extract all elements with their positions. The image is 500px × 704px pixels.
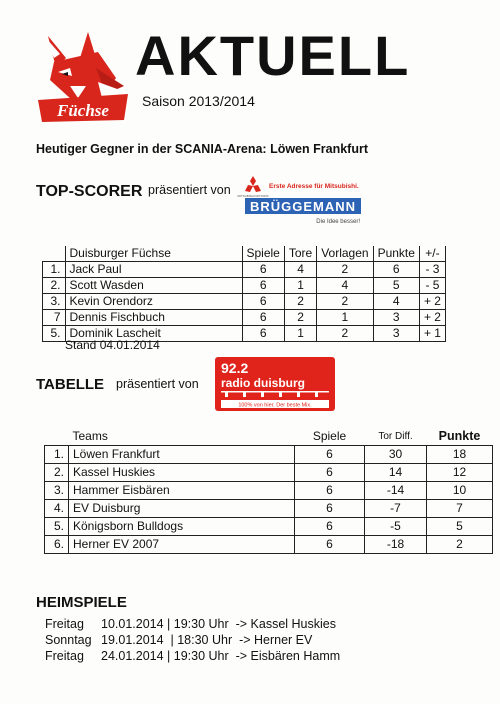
player-name: Scott Wasden (65, 278, 242, 294)
mitsubishi-brand-text: MITSUBISHI MOTORS (237, 194, 269, 198)
player-name: Jack Paul (65, 262, 242, 278)
tore: 1 (284, 278, 316, 294)
league-table (44, 428, 493, 554)
mitsubishi-diamonds-icon (245, 176, 261, 192)
punkte: 5 (427, 518, 493, 536)
table-row (45, 446, 493, 464)
topscorer-presented-by: präsentiert von (148, 183, 231, 197)
punkte: 10 (427, 482, 493, 500)
logo-text: Füchse (57, 101, 109, 120)
col-punkte: Punkte (427, 428, 493, 446)
tore: 2 (284, 294, 316, 310)
spiele: 6 (295, 500, 365, 518)
spiele: 6 (295, 482, 365, 500)
page-title: AKTUELL (135, 24, 411, 87)
table-header-row (45, 428, 493, 446)
rank: 5. (43, 326, 66, 342)
col-teams: Teams (69, 428, 295, 446)
rank: 6. (45, 536, 69, 554)
stand-date: Stand 04.01.2014 (65, 338, 160, 352)
vorlagen: 1 (317, 310, 373, 326)
tabelle-presented-by: präsentiert von (116, 377, 199, 391)
rank: 5. (45, 518, 69, 536)
spiele: 6 (295, 464, 365, 482)
rank: 2. (43, 278, 66, 294)
spiele: 6 (242, 294, 284, 310)
tore: 1 (284, 326, 316, 342)
col-punkte: Punkte (373, 246, 419, 262)
tore: 4 (284, 262, 316, 278)
punkte: 3 (373, 310, 419, 326)
col-tordiff: Tor Diff. (365, 428, 427, 446)
fuechse-logo (36, 28, 132, 124)
vorlagen: 4 (317, 278, 373, 294)
spiele: 6 (242, 310, 284, 326)
col-tore: Tore (284, 246, 316, 262)
punkte: 6 (373, 262, 419, 278)
heimspiele-title: HEIMSPIELE (36, 594, 127, 611)
table-row (43, 278, 446, 294)
game-day: Freitag (45, 649, 84, 663)
table-row (45, 518, 493, 536)
table-row (43, 262, 446, 278)
sponsor-tagline-top: Erste Adresse für Mitsubishi. (269, 183, 359, 190)
player-name: Kevin Orendorz (65, 294, 242, 310)
list-item (45, 632, 340, 648)
rank: 4. (45, 500, 69, 518)
table-row (45, 482, 493, 500)
table-row (45, 536, 493, 554)
radio-duisburg-sponsor-logo (215, 357, 335, 411)
tordiff: -14 (365, 482, 427, 500)
rank-header (45, 428, 69, 446)
game-details: 24.01.2014 | 19:30 Uhr -> Eisbären Hamm (101, 649, 341, 663)
tore: 2 (284, 310, 316, 326)
player-name: Dominik Lascheit (65, 326, 242, 342)
punkte: 18 (427, 446, 493, 464)
table-row (43, 294, 446, 310)
table-row (45, 464, 493, 482)
col-spiele: Spiele (242, 246, 284, 262)
spiele: 6 (242, 262, 284, 278)
game-details: 19.01.2014 | 18:30 Uhr -> Herner EV (101, 633, 313, 647)
rank: 1. (45, 446, 69, 464)
punkte: 5 (373, 278, 419, 294)
brueggemann-sponsor-logo (237, 174, 363, 226)
season-label: Saison 2013/2014 (142, 93, 255, 109)
punkte: 12 (427, 464, 493, 482)
opponent-line: Heutiger Gegner in der SCANIA-Arena: Löwen Frankfurt (36, 142, 368, 156)
rank: 3. (43, 294, 66, 310)
plusminus: + 1 (419, 326, 445, 342)
vorlagen: 2 (317, 326, 373, 342)
player-name: Dennis Fischbuch (65, 310, 242, 326)
rank-header (43, 246, 66, 262)
topscorer-table (42, 246, 446, 342)
radio-name: radio duisburg (221, 376, 305, 390)
list-item (45, 648, 340, 664)
spiele: 6 (295, 518, 365, 536)
spiele: 6 (242, 326, 284, 342)
spiele: 6 (295, 446, 365, 464)
table-row (45, 500, 493, 518)
home-games-list (45, 616, 340, 664)
sponsor-tagline-bottom: Die Idee besser! (316, 219, 360, 225)
punkte: 7 (427, 500, 493, 518)
list-item (45, 616, 340, 632)
tordiff: 30 (365, 446, 427, 464)
col-vorlagen: Vorlagen (317, 246, 373, 262)
tordiff: -18 (365, 536, 427, 554)
punkte: 4 (373, 294, 419, 310)
sponsor-name: BRÜGGEMANN (249, 199, 357, 214)
tordiff: -7 (365, 500, 427, 518)
team-header: Duisburger Füchse (65, 246, 242, 262)
radio-tagline: 100% von hier. Der beste Mix. (238, 402, 312, 409)
team-name: Löwen Frankfurt (69, 446, 295, 464)
game-day: Freitag (45, 617, 84, 631)
table-header-row (43, 246, 446, 262)
team-name: Königsborn Bulldogs (69, 518, 295, 536)
spiele: 6 (242, 278, 284, 294)
col-plusminus: +/- (419, 246, 445, 262)
team-name: Hammer Eisbären (69, 482, 295, 500)
game-day: Sonntag (45, 633, 92, 647)
rank: 3. (45, 482, 69, 500)
punkte: 3 (373, 326, 419, 342)
tordiff: 14 (365, 464, 427, 482)
vorlagen: 2 (317, 294, 373, 310)
rank: 1. (43, 262, 66, 278)
punkte: 2 (427, 536, 493, 554)
spiele: 6 (295, 536, 365, 554)
rank: 7 (43, 310, 66, 326)
topscorer-title: TOP-SCORER (36, 183, 143, 200)
col-spiele: Spiele (295, 428, 365, 446)
vorlagen: 2 (317, 262, 373, 278)
plusminus: + 2 (419, 294, 445, 310)
game-details: 10.01.2014 | 19:30 Uhr -> Kassel Huskies (101, 617, 336, 631)
team-name: Herner EV 2007 (69, 536, 295, 554)
rank: 2. (45, 464, 69, 482)
team-name: Kassel Huskies (69, 464, 295, 482)
plusminus: - 5 (419, 278, 445, 294)
table-row (43, 310, 446, 326)
team-name: EV Duisburg (69, 500, 295, 518)
plusminus: - 3 (419, 262, 445, 278)
radio-frequency: 92.2 (221, 360, 249, 376)
plusminus: + 2 (419, 310, 445, 326)
tordiff: -5 (365, 518, 427, 536)
tabelle-title: TABELLE (36, 376, 105, 393)
